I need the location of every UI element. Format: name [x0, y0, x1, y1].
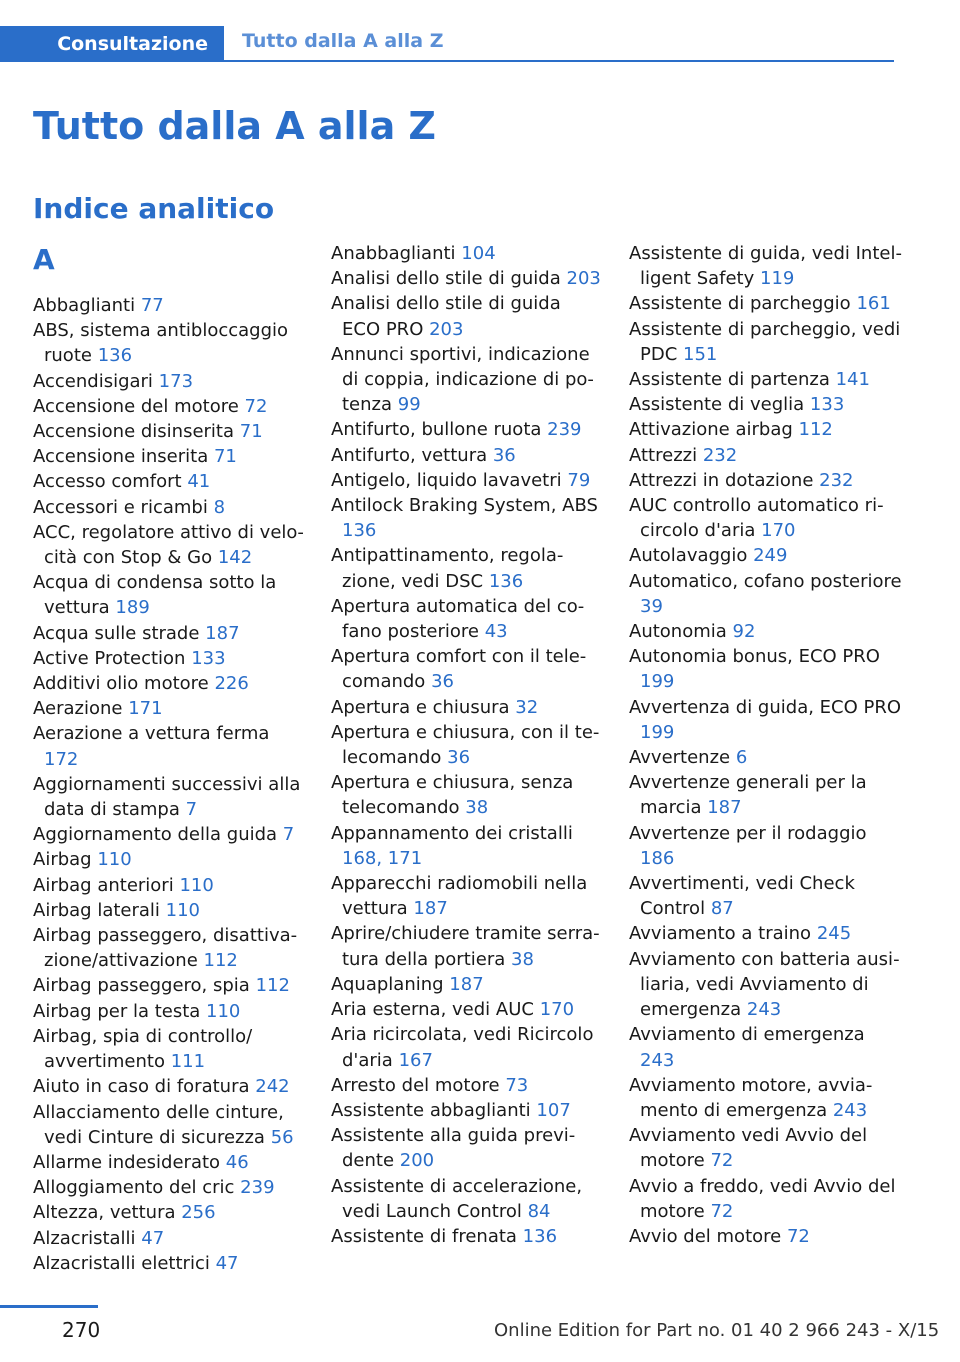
page-link[interactable]: 200: [399, 1150, 435, 1172]
page-link[interactable]: 203: [566, 268, 601, 290]
page-link[interactable]: 112: [203, 950, 238, 972]
index-entry-term: Apertura automatica del cofano posteriore: [331, 595, 585, 643]
page-link[interactable]: 243: [832, 1099, 868, 1121]
index-entry: [33, 621, 305, 646]
index-entry-term: Accesso comfort: [33, 471, 182, 493]
page-link[interactable]: 173: [158, 370, 194, 392]
index-entry: [629, 1022, 904, 1072]
index-entry: [33, 520, 305, 570]
index-entry: [331, 1123, 603, 1173]
section-tab[interactable]: Consultazione: [0, 26, 224, 62]
index-entry: [33, 1100, 305, 1150]
index-entry-term: Avvertenze per il rodaggio: [629, 822, 867, 844]
page-link[interactable]: 187: [707, 797, 742, 819]
index-entry-term: Accensione inserita: [33, 446, 209, 468]
page-link[interactable]: 46: [225, 1151, 249, 1173]
index-entry: [33, 394, 305, 419]
index-entry: [33, 1251, 305, 1276]
page-link[interactable]: 133: [191, 647, 226, 669]
index-entry-term: Assistente di guida, vedi Intelligent Safety: [629, 243, 902, 290]
index-entry-term: Allacciamento delle cinture, vedi Cinture di sicurezza: [33, 1101, 284, 1148]
index-entry: [331, 342, 603, 418]
index-entry-term: Autonomia: [629, 621, 727, 643]
page-link[interactable]: 107: [536, 1099, 571, 1121]
index-entry-term: Airbag passeggero, disattivazione/attivazione: [33, 925, 298, 972]
index-entry: [33, 570, 305, 620]
page-link[interactable]: 187: [413, 898, 448, 920]
index-entry: [629, 443, 904, 468]
index-entry: [629, 644, 904, 694]
index-entry: [331, 871, 603, 921]
page-link[interactable]: 142: [217, 547, 253, 569]
index-entry: [33, 1226, 305, 1251]
index-entry: [33, 772, 305, 822]
page-link[interactable]: 226: [214, 673, 249, 695]
page-link[interactable]: 72: [786, 1225, 810, 1247]
index-entry-term: AUC controllo automatico ricircolo d'aria: [629, 495, 884, 542]
index-entry: [331, 543, 603, 593]
index-entry-term: Attrezzi in dotazione: [629, 469, 814, 491]
index-entry: [33, 923, 305, 973]
index-entry: [629, 1123, 904, 1173]
page-link[interactable]: 203: [429, 318, 464, 340]
index-entry: [629, 317, 904, 367]
index-entry: [33, 847, 305, 872]
index-entry-term: Airbag: [33, 849, 92, 871]
page-link[interactable]: 79: [567, 469, 591, 491]
page-link[interactable]: 47: [215, 1252, 239, 1274]
index-entry-term: Attivazione airbag: [629, 419, 793, 441]
page-link[interactable]: 104: [461, 243, 496, 264]
index-entry: [331, 266, 603, 291]
index-entry: [331, 1224, 603, 1249]
footer-rule: [0, 1305, 98, 1308]
page-link[interactable]: 71: [239, 421, 263, 443]
index-entry: [33, 1024, 305, 1074]
index-entry-term: Active Protection: [33, 647, 186, 669]
page-link[interactable]: 245: [816, 923, 852, 945]
index-entry-term: Accensione disinserita: [33, 421, 235, 443]
index-entry-term: Antigelo, liquido lavavetri: [331, 469, 562, 491]
index-entry-term: Avvio a freddo, vedi Avvio del motore: [629, 1175, 896, 1222]
header-rule: [224, 60, 894, 62]
breadcrumb[interactable]: Tutto dalla A alla Z: [242, 30, 444, 52]
page-link[interactable]: 41: [187, 471, 211, 493]
page-link[interactable]: 199: [640, 721, 675, 743]
index-entry-term: Alzacristalli: [33, 1227, 136, 1249]
index-entry: [33, 1175, 305, 1200]
index-entry: [331, 921, 603, 971]
index-entry: [331, 1174, 603, 1224]
page-link[interactable]: 36: [447, 747, 471, 769]
index-entry: [629, 569, 904, 619]
index-entry: [331, 695, 603, 720]
index-entry: [331, 770, 603, 820]
index-entry: [331, 997, 603, 1022]
index-entry-term: Aprire/chiudere tramite serratura della portiera: [331, 923, 600, 970]
page-link[interactable]: 38: [465, 797, 489, 819]
page-link[interactable]: 171: [128, 698, 163, 720]
page-link[interactable]: 8: [213, 496, 226, 518]
index-entry-term: Additivi olio motore: [33, 673, 209, 695]
index-entry: [33, 318, 305, 368]
index-entry-term: Analisi dello stile di guida: [331, 268, 561, 290]
index-entry-term: Abbaglianti: [33, 295, 136, 316]
page-link[interactable]: 189: [115, 597, 150, 619]
edition-note: Online Edition for Part no. 01 40 2 966 243 - X/15: [494, 1320, 940, 1341]
index-entry: [331, 1098, 603, 1123]
page-link[interactable]: 136: [488, 570, 524, 592]
index-entry-term: Antilock Braking System, ABS: [331, 495, 598, 517]
index-entry: [331, 291, 603, 341]
index-entry-term: Airbag, spia di controllo/ avvertimento: [33, 1025, 253, 1073]
page-link[interactable]: 136: [522, 1225, 558, 1247]
index-entry: [33, 999, 305, 1024]
index-entry-term: Anabbaglianti: [331, 243, 456, 264]
index-entry: [33, 898, 305, 923]
index-entry-term: Alloggiamento del cric: [33, 1177, 235, 1199]
page-link[interactable]: 199: [640, 671, 675, 693]
page-link[interactable]: 39: [640, 595, 663, 617]
index-entry-term: Avviamento motore, avviamento di emergenza: [629, 1074, 873, 1121]
index-entry: [629, 468, 904, 493]
page-link[interactable]: 151: [683, 343, 718, 365]
index-entry: [629, 745, 904, 770]
index-entry: [629, 921, 904, 946]
page-link[interactable]: 36: [431, 671, 454, 693]
index-entry-term: Assistente di frenata: [331, 1225, 517, 1247]
index-entry-term: Avviamento di emergenza: [629, 1024, 865, 1046]
index-entry: [629, 947, 904, 1023]
index-entry: [33, 369, 305, 394]
index-entry: [331, 1073, 603, 1098]
index-entry: [33, 1200, 305, 1225]
index-entry: [629, 543, 904, 568]
index-entry-term: Alzacristalli elettrici: [33, 1252, 210, 1274]
page-link[interactable]: 170: [539, 999, 575, 1021]
page-link[interactable]: 7: [282, 824, 295, 846]
index-entry-term: Altezza, vettura: [33, 1202, 176, 1224]
index-entry-term: Apertura comfort con il telecomando: [331, 646, 587, 693]
index-entry-term: Annunci sportivi, indicazione di coppia, indicazione di potenza: [331, 343, 594, 416]
index-entry-term: Assistente di accelerazione, vedi Launch Control: [331, 1175, 583, 1222]
index-entry-term: ACC, regolatore attivo di velocità con Stop & Go: [33, 521, 304, 569]
index-entry: [331, 720, 603, 770]
index-entry: [629, 1224, 904, 1249]
page-link[interactable]: 72: [710, 1200, 734, 1222]
index-entry-term: Autonomia bonus, ECO PRO: [629, 646, 880, 668]
index-entry: [331, 241, 603, 266]
index-entry-term: Assistente di parcheggio: [629, 293, 851, 315]
index-entry: [33, 671, 305, 696]
page-link[interactable]: 56: [270, 1126, 294, 1148]
page-link[interactable]: 249: [753, 545, 788, 567]
page-link[interactable]: 187: [205, 622, 240, 644]
index-entry-term: Aiuto in caso di foratura: [33, 1076, 250, 1098]
index-entry-term: Assistente di parcheggio, vedi PDC: [629, 318, 901, 365]
index-entry: [331, 468, 603, 493]
page-link[interactable]: 99: [397, 394, 421, 416]
page-link[interactable]: 87: [710, 898, 734, 920]
index-entry-term: Airbag anteriori: [33, 874, 174, 896]
index-entry: [331, 972, 603, 997]
index-entry: [629, 367, 904, 392]
index-entry: [33, 469, 305, 494]
index-entry: [33, 696, 305, 721]
index-entry: [33, 873, 305, 898]
index-entry-term: Avvio del motore: [629, 1225, 782, 1247]
page-link[interactable]: 84: [527, 1200, 551, 1222]
page-link[interactable]: 110: [97, 849, 132, 871]
index-entry-term: Apertura e chiusura, con il telecomando: [331, 721, 600, 769]
index-column-2: [331, 241, 603, 1249]
index-entry: [629, 241, 904, 291]
index-entry-term: Airbag passeggero, spia: [33, 975, 250, 997]
index-entry-term: Autolavaggio: [629, 545, 748, 567]
index-column-1: [33, 241, 305, 1276]
page-link[interactable]: 232: [702, 444, 738, 466]
page-link[interactable]: 239: [240, 1177, 275, 1199]
index-entry: [629, 619, 904, 644]
index-entry-term: Antifurto, bullone ruota: [331, 419, 542, 441]
page-link[interactable]: 38: [511, 948, 534, 970]
page-link[interactable]: 72: [710, 1150, 734, 1172]
page-link[interactable]: 232: [819, 469, 854, 491]
index-entry-term: Antifurto, vettura: [331, 444, 488, 466]
index-entry-term: Accendisigari: [33, 370, 153, 392]
index-entry: [33, 721, 305, 771]
page-link[interactable]: 112: [798, 419, 833, 441]
index-entry: [33, 419, 305, 444]
index-entry-term: Acqua sulle strade: [33, 622, 200, 644]
index-entry-term: Aquaplaning: [331, 973, 444, 995]
index-entry-term: Airbag laterali: [33, 899, 160, 921]
page-link[interactable]: 47: [141, 1227, 165, 1249]
page-link[interactable]: 110: [165, 899, 201, 921]
page-link[interactable]: 110: [179, 874, 214, 896]
page-link[interactable]: 243: [640, 1049, 675, 1071]
page-link[interactable]: 186: [640, 847, 675, 869]
index-entry: [629, 417, 904, 442]
page-link[interactable]: 239: [547, 419, 582, 441]
index-entry: [33, 1150, 305, 1175]
index-entry-term: Accensione del motore: [33, 395, 239, 417]
page-link[interactable]: 36: [492, 444, 516, 466]
index-entry-term: Appannamento dei cristalli: [331, 822, 573, 844]
page-link[interactable]: 77: [140, 295, 164, 316]
index-entry-term: Aerazione: [33, 698, 123, 720]
page-link[interactable]: 170: [761, 520, 796, 542]
index-entry-term: Apertura e chiusura, senza telecomando: [331, 772, 574, 819]
page-link[interactable]: 7: [185, 799, 198, 821]
index-entry: [331, 417, 603, 442]
page-link[interactable]: 6: [735, 747, 748, 769]
index-entry: [33, 973, 305, 998]
index-entry-term: Antipattinamento, regolazione, vedi DSC: [331, 545, 564, 592]
index-entry-term: Airbag per la testa: [33, 1000, 201, 1022]
index-entry: [331, 821, 603, 871]
index-entry: [331, 594, 603, 644]
index-entry-term: Aria esterna, vedi AUC: [331, 999, 534, 1021]
page-link[interactable]: 43: [484, 621, 508, 643]
page-link[interactable]: 32: [515, 696, 539, 718]
index-entry-term: Avvertenza di guida, ECO PRO: [629, 696, 902, 718]
index-entry-term: Avvertimenti, vedi Check Control: [629, 873, 855, 920]
index-letter-heading: A: [33, 243, 55, 276]
index-entry: [331, 644, 603, 694]
index-entry: [629, 770, 904, 820]
index-entry: [629, 695, 904, 745]
index-entry: [331, 1022, 603, 1072]
index-entry-term: Aggiornamento della guida: [33, 824, 278, 846]
page-link[interactable]: 168, 171: [342, 847, 423, 869]
page-link[interactable]: 71: [213, 446, 237, 468]
page-number: 270: [62, 1318, 101, 1342]
index-entry: [629, 1073, 904, 1123]
index-entry-term: Apertura e chiusura: [331, 696, 510, 718]
index-entry: [629, 291, 904, 316]
page-link[interactable]: 110: [206, 1000, 241, 1022]
index-entry: [331, 443, 603, 468]
page-link[interactable]: 111: [170, 1051, 206, 1073]
index-entry-term: Apparecchi radiomobili nella vettura: [331, 873, 588, 920]
page-link[interactable]: 256: [181, 1202, 216, 1224]
page-link[interactable]: 73: [505, 1074, 529, 1096]
page-link[interactable]: 136: [97, 345, 133, 367]
index-entry-term: Avvertenze: [629, 747, 731, 769]
index-entry-term: Avviamento a traino: [629, 923, 812, 945]
page-link[interactable]: 167: [398, 1049, 433, 1071]
index-entry-term: Automatico, cofano posteriore: [629, 570, 902, 592]
page-link[interactable]: 92: [732, 621, 756, 643]
index-entry: [33, 1074, 305, 1099]
index-entry-term: Aria ricircolata, vedi Ricircolo d'aria: [331, 1024, 594, 1071]
index-entry-term: Accessori e ricambi: [33, 496, 208, 518]
index-entry: [331, 493, 603, 543]
page-link[interactable]: 72: [244, 395, 268, 417]
index-entry-term: Assistente di partenza: [629, 369, 830, 391]
page-link[interactable]: 119: [760, 268, 795, 290]
index-entry-term: Avviamento con batteria ausiliaria, vedi Avviamento di emergenza: [629, 948, 900, 1021]
index-entry-term: Avviamento vedi Avvio del motore: [629, 1125, 868, 1172]
page-link[interactable]: 242: [255, 1076, 290, 1098]
page-link[interactable]: 172: [44, 748, 79, 770]
index-entry-term: Attrezzi: [629, 444, 698, 466]
index-entry: [629, 392, 904, 417]
index-subtitle: Indice analitico: [33, 192, 275, 225]
page-title: Tutto dalla A alla Z: [33, 104, 436, 148]
index-entry: [629, 871, 904, 921]
index-entry: [33, 444, 305, 469]
index-entry-term: Aggiornamenti successivi alla data di stampa: [33, 773, 301, 821]
index-entry-term: Avvertenze generali per la marcia: [629, 772, 867, 819]
index-entry: [629, 821, 904, 871]
index-entry: [629, 493, 904, 543]
index-entry-term: Arresto del motore: [331, 1074, 500, 1096]
page-link[interactable]: 141: [835, 369, 870, 391]
index-entry: [33, 495, 305, 520]
page-link[interactable]: 187: [449, 973, 484, 995]
index-entry-term: Acqua di condensa sotto la vettura: [33, 572, 277, 619]
page-link[interactable]: 161: [856, 293, 891, 315]
index-entry-term: Aerazione a vettura ferma: [33, 723, 270, 745]
index-entry-term: Assistente di veglia: [629, 394, 805, 416]
index-entry-term: Allarme indesiderato: [33, 1151, 221, 1173]
index-entry: [33, 822, 305, 847]
index-entry-term: Assistente abbaglianti: [331, 1099, 531, 1121]
index-entry: [33, 646, 305, 671]
index-entry-term: Analisi dello stile di guida ECO PRO: [331, 293, 561, 340]
index-column-3: [629, 241, 904, 1249]
index-entry-term: ABS, sistema antibloccaggio ruote: [33, 320, 289, 367]
index-entry: [33, 293, 305, 318]
page-link[interactable]: 243: [746, 999, 782, 1021]
page-link[interactable]: 136: [342, 520, 377, 542]
page-link[interactable]: 133: [809, 394, 845, 416]
index-entry: [629, 1174, 904, 1224]
index-entry-term: Assistente alla guida previdente: [331, 1125, 576, 1172]
page-link[interactable]: 112: [255, 975, 290, 997]
